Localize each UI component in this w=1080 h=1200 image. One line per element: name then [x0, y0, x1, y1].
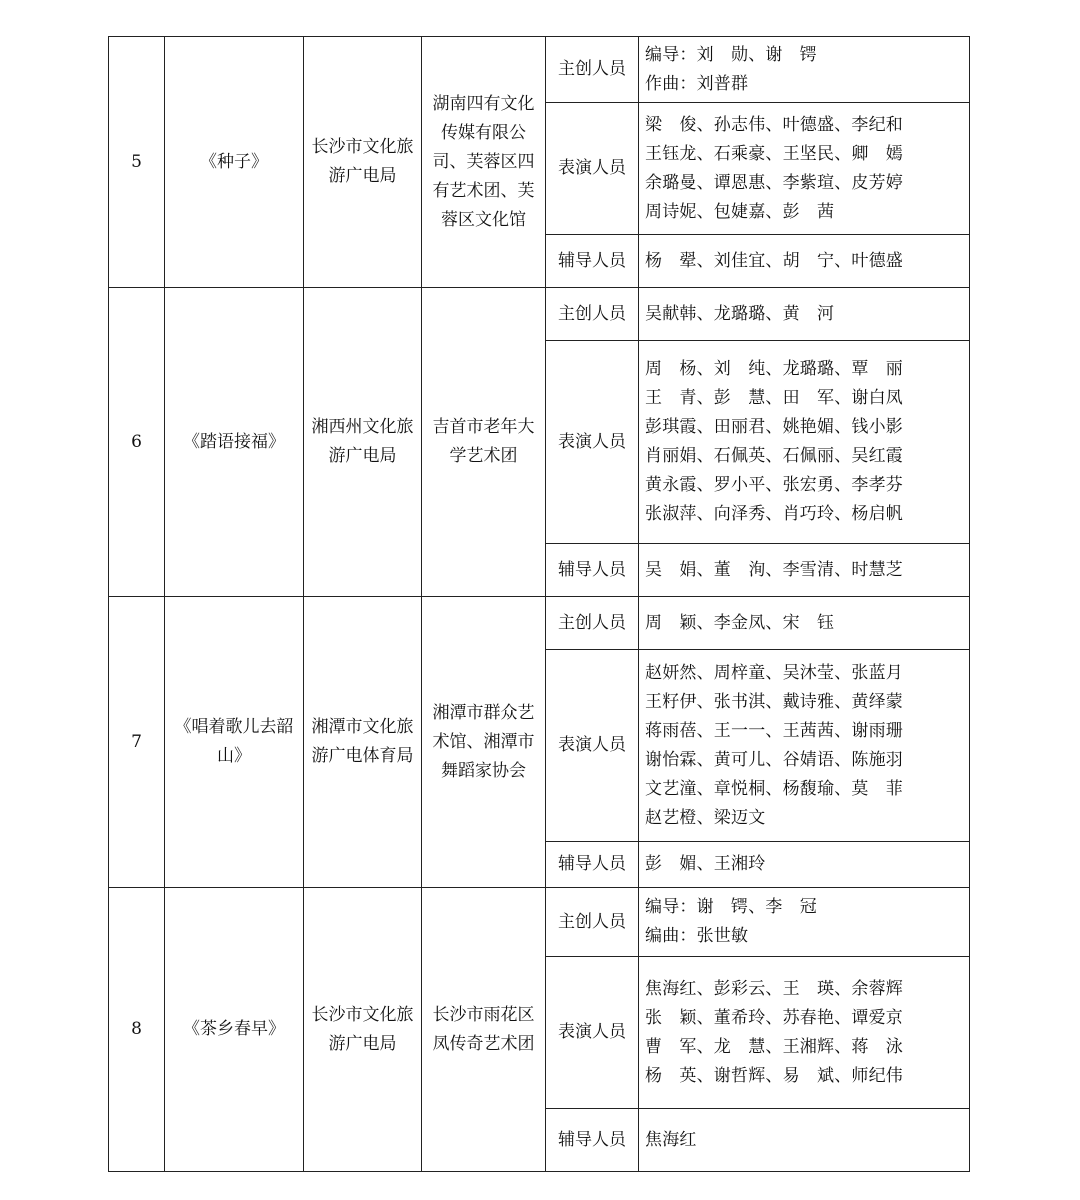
recommending-unit: 长沙市文化旅游广电局: [304, 37, 422, 288]
personnel-line: 王 青、彭 慧、田 军、谢白凤: [645, 388, 903, 408]
personnel-line: 编曲：张世敏: [645, 926, 749, 946]
table-row: [109, 37, 970, 103]
personnel-line: 周 杨、刘 纯、龙璐璐、覃 丽: [645, 359, 903, 379]
personnel-line: 彭 媚、王湘玲: [645, 854, 766, 874]
performing-organization: 湖南四有文化传媒有限公司、芙蓉区四有艺术团、芙蓉区文化馆: [422, 37, 546, 288]
personnel-list: [639, 341, 970, 544]
role-label: 主创人员: [546, 37, 639, 103]
award-table-body: [109, 37, 970, 1172]
personnel-list: [639, 888, 970, 957]
personnel-line: 杨 翚、刘佳宜、胡 宁、叶德盛: [645, 250, 903, 271]
performing-organization: 湘潭市群众艺术馆、湘潭市舞蹈家协会: [422, 597, 546, 888]
role-label: 辅导人员: [546, 1109, 639, 1172]
award-table: [108, 36, 970, 1172]
entry-number: 5: [109, 37, 165, 288]
personnel-line: 焦海红: [645, 1129, 697, 1150]
personnel-line: 杨 英、谢哲辉、易 斌、师纪伟: [645, 1065, 903, 1086]
personnel-line: 王钰龙、石乘豪、王坚民、卿 嫣: [645, 143, 903, 164]
personnel-list: [639, 1109, 970, 1172]
recommending-unit: 湘潭市文化旅游广电体育局: [304, 597, 422, 888]
program-title: 《种子》: [165, 37, 304, 288]
personnel-list: [639, 37, 970, 103]
personnel-list: [639, 235, 970, 288]
role-label: 表演人员: [546, 341, 639, 544]
program-title: 《踏语接福》: [165, 288, 304, 597]
personnel-line: 彭琪霞、田丽君、姚艳媚、钱小影: [645, 417, 903, 437]
personnel-list: [639, 544, 970, 597]
entry-number: 7: [109, 597, 165, 888]
table-row: [109, 888, 970, 957]
personnel-line: 焦海红、彭彩云、王 瑛、余蓉辉: [645, 978, 903, 999]
role-label: 主创人员: [546, 597, 639, 650]
personnel-line: 梁 俊、孙志伟、叶德盛、李纪和: [645, 114, 903, 135]
personnel-line: 吴 娟、董 洵、李雪清、时慧芝: [645, 559, 903, 580]
role-label: 主创人员: [546, 288, 639, 341]
personnel-line: 吴献韩、龙璐璐、黄 河: [645, 303, 835, 324]
role-label: 辅导人员: [546, 842, 639, 888]
personnel-list: [639, 957, 970, 1109]
program-title: 《唱着歌儿去韶山》: [165, 597, 304, 888]
personnel-list: [639, 842, 970, 888]
personnel-line: 作曲：刘普群: [645, 73, 749, 94]
personnel-line: 编导：谢 锷、李 冠: [645, 897, 817, 917]
personnel-line: 黄永霞、罗小平、张宏勇、李孝芬: [645, 475, 903, 495]
personnel-line: 余璐曼、谭恩惠、李紫瑄、皮芳婷: [645, 172, 903, 193]
personnel-list: [639, 288, 970, 341]
program-title: 《茶乡春早》: [165, 888, 304, 1172]
performing-organization: 吉首市老年大学艺术团: [422, 288, 546, 597]
personnel-line: 赵妍然、周梓童、吴沐莹、张蓝月: [645, 662, 903, 683]
personnel-line: 周 颖、李金凤、宋 钰: [645, 612, 835, 633]
personnel-line: 周诗妮、包婕嘉、彭 茜: [645, 201, 835, 222]
table-row: [109, 597, 970, 650]
performing-organization: 长沙市雨花区凤传奇艺术团: [422, 888, 546, 1172]
role-label: 表演人员: [546, 103, 639, 235]
personnel-line: 曹 军、龙 慧、王湘辉、蒋 泳: [645, 1036, 903, 1057]
personnel-line: 谢怡霖、黄可儿、谷婧语、陈施羽: [645, 749, 903, 770]
recommending-unit: 长沙市文化旅游广电局: [304, 888, 422, 1172]
role-label: 表演人员: [546, 650, 639, 842]
role-label: 主创人员: [546, 888, 639, 957]
table-row: [109, 288, 970, 341]
personnel-line: 王籽伊、张书淇、戴诗雅、黄绎蒙: [645, 691, 903, 712]
personnel-line: 肖丽娟、石佩英、石佩丽、吴红霞: [645, 446, 903, 466]
entry-number: 8: [109, 888, 165, 1172]
role-label: 辅导人员: [546, 544, 639, 597]
personnel-list: [639, 650, 970, 842]
personnel-line: 蒋雨蓓、王一一、王茜茜、谢雨珊: [645, 720, 903, 741]
role-label: 辅导人员: [546, 235, 639, 288]
personnel-line: 张 颖、董希玲、苏春艳、谭爱京: [645, 1007, 903, 1028]
personnel-line: 文艺潼、章悦桐、杨馥瑜、莫 菲: [645, 778, 903, 799]
personnel-line: 编导：刘 勋、谢 锷: [645, 44, 817, 65]
personnel-list: [639, 103, 970, 235]
personnel-list: [639, 597, 970, 650]
entry-number: 6: [109, 288, 165, 597]
recommending-unit: 湘西州文化旅游广电局: [304, 288, 422, 597]
personnel-line: 赵艺橙、梁迈文: [645, 807, 766, 828]
personnel-line: 张淑萍、向泽秀、肖巧玲、杨启帆: [645, 504, 903, 524]
role-label: 表演人员: [546, 957, 639, 1109]
